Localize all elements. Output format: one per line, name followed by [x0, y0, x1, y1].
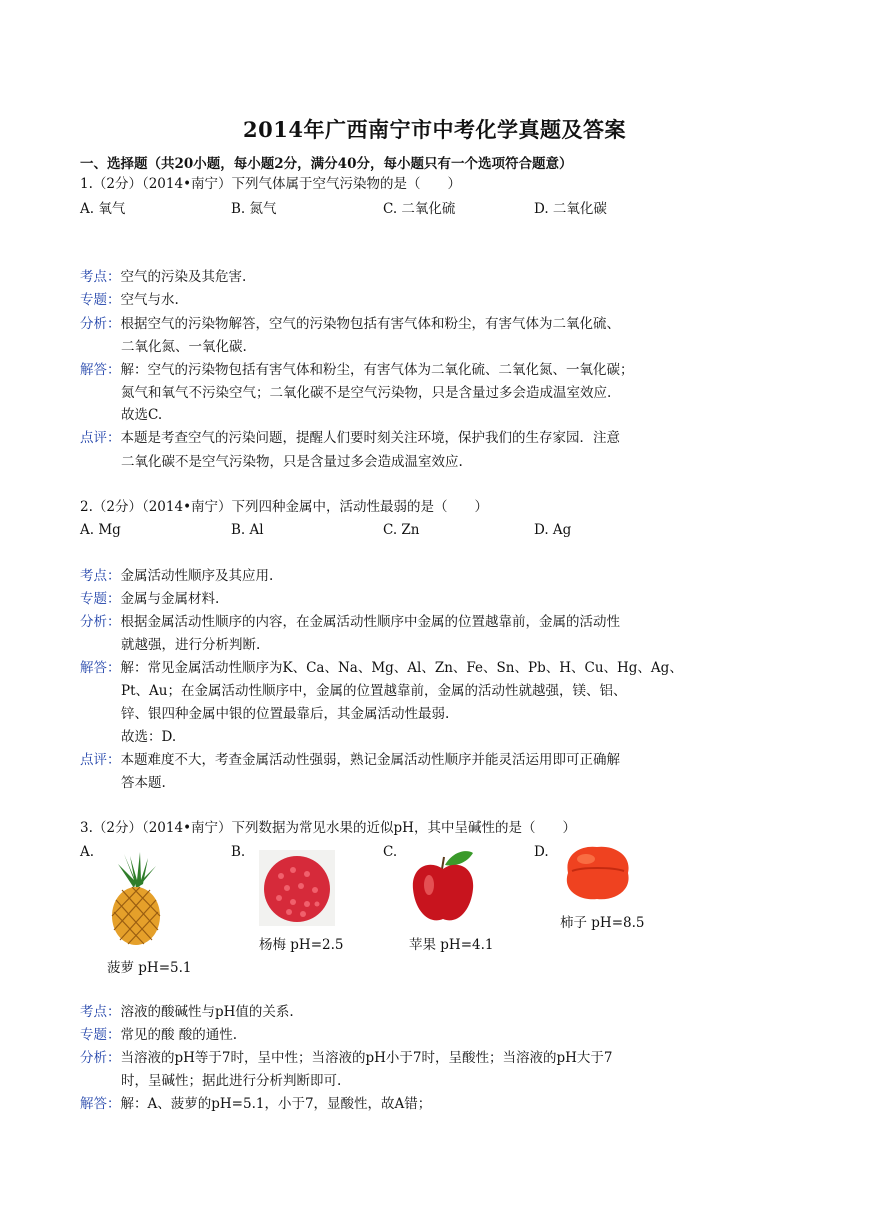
- q3-jieda-text: 解：A、菠萝的pH=5.1，小于7，显酸性，故A错；: [120, 1096, 432, 1112]
- q1-jieda: [80, 360, 634, 380]
- q1-dianping-cont: 二氧化碳不是空气污染物，只是含量过多会造成温室效应.: [121, 454, 463, 470]
- q1-dianping: [80, 428, 620, 448]
- q3-fenxi: [80, 1048, 613, 1068]
- q1-option-b: B. 氮气: [231, 201, 277, 217]
- q1-fenxi-cont: 二氧化氮、一氧化碳.: [121, 339, 247, 355]
- kaodian-label: 考点：: [80, 568, 121, 584]
- q1-kaodian-text: 空气的污染及其危害.: [120, 269, 247, 285]
- q1-option-a: A. 氧气: [80, 201, 126, 217]
- q1-kaodian: [80, 267, 246, 287]
- q1-jieda-text: 解：空气的污染物包括有害气体和粉尘，有害气体为二氧化硫、二氧化氮、一氧化碳；: [120, 362, 634, 378]
- q2-fenxi: [80, 612, 620, 632]
- q2-jieda-text: 解：常见金属活动性顺序为K、Ca、Na、Mg、Al、Zn、Fe、Sn、Pb、H、Cu、Hg、Ag、: [120, 660, 683, 676]
- q1-fenxi-text: 根据空气的污染物解答，空气的污染物包括有害气体和粉尘，有害气体为二氧化硫、: [120, 316, 620, 332]
- q3-zhuanti-text: 常见的酸 酸的通性.: [120, 1027, 238, 1043]
- q2-option-c: C. Zn: [383, 522, 420, 538]
- q2-dianping-cont: 答本题.: [121, 775, 166, 791]
- q1-dianping-text: 本题是考查空气的污染问题，提醒人们要时刻关注环境，保护我们的生存家园．注意: [120, 430, 620, 446]
- kaodian-label: 考点：: [80, 269, 121, 285]
- q3-option-d: D.: [534, 844, 549, 860]
- q2-dianping: [80, 750, 620, 770]
- q1-zhuanti-text: 空气与水.: [120, 292, 179, 308]
- q3-option-b: B.: [231, 844, 246, 860]
- q1-stem: 1.（2分）（2014•南宁）下列气体属于空气污染物的是（ ）: [80, 176, 462, 192]
- section-heading: 一、选择题（共20小题，每小题2分，满分40分，每小题只有一个选项符合题意）: [80, 156, 573, 172]
- fenxi-label: 分析：: [80, 316, 121, 332]
- q3-kaodian-text: 溶液的酸碱性与pH值的关系.: [120, 1004, 294, 1020]
- q3-option-a: A.: [80, 844, 95, 860]
- bayberry-caption: 杨梅 pH=2.5: [259, 937, 344, 953]
- q3-fenxi-text: 当溶液的pH等于7时，呈中性；当溶液的pH小于7时，呈酸性；当溶液的pH大于7: [120, 1050, 613, 1066]
- fenxi-label: 分析：: [80, 1050, 121, 1066]
- q2-option-d: D. Ag: [534, 522, 572, 538]
- q2-jieda-answer: 故选：D.: [121, 729, 177, 745]
- q3-option-c: C.: [383, 844, 398, 860]
- kaodian-label: 考点：: [80, 1004, 121, 1020]
- jieda-label: 解答：: [80, 1096, 121, 1112]
- q1-option-c: C. 二氧化硫: [383, 201, 456, 217]
- q2-stem: 2.（2分）（2014•南宁）下列四种金属中，活动性最弱的是（ ）: [80, 499, 489, 515]
- jieda-label: 解答：: [80, 660, 121, 676]
- q2-kaodian-text: 金属活动性顺序及其应用.: [120, 568, 274, 584]
- q2-kaodian: [80, 566, 273, 586]
- zhuanti-label: 专题：: [80, 591, 121, 607]
- persimmon-image: [560, 843, 634, 903]
- dianping-label: 点评：: [80, 430, 121, 446]
- dianping-label: 点评：: [80, 752, 121, 768]
- q3-fenxi-cont: 时，呈碱性；据此进行分析判断即可.: [121, 1073, 342, 1089]
- bayberry-image: [259, 850, 335, 926]
- q3-kaodian: [80, 1002, 294, 1022]
- q1-jieda-answer: 故选C.: [121, 407, 163, 423]
- q2-jieda: [80, 658, 683, 678]
- q1-fenxi: [80, 314, 620, 334]
- fenxi-label: 分析：: [80, 614, 121, 630]
- zhuanti-label: 专题：: [80, 1027, 121, 1043]
- persimmon-caption: 柿子 pH=8.5: [560, 915, 645, 931]
- q2-fenxi-cont: 就越强，进行分析判断.: [121, 637, 261, 653]
- pineapple-image: [104, 850, 168, 946]
- q2-option-a: A. Mg: [80, 522, 121, 538]
- q2-dianping-text: 本题难度不大，考查金属活动性强弱，熟记金属活动性顺序并能灵活运用即可正确解: [120, 752, 620, 768]
- q1-zhuanti: [80, 290, 179, 310]
- apple-caption: 苹果 pH=4.1: [409, 937, 494, 953]
- q3-zhuanti: [80, 1025, 237, 1045]
- pineapple-caption: 菠萝 pH=5.1: [107, 960, 192, 976]
- q3-jieda: [80, 1094, 431, 1114]
- q2-fenxi-text: 根据金属活动性顺序的内容，在金属活动性顺序中金属的位置越靠前，金属的活动性: [120, 614, 620, 630]
- q2-jieda-cont-2: 锌、银四种金属中银的位置最靠后，其金属活动性最弱.: [121, 706, 450, 722]
- q2-jieda-cont-1: Pt、Au；在金属活动性顺序中，金属的位置越靠前，金属的活动性就越强，镁、铝、: [121, 683, 627, 699]
- jieda-label: 解答：: [80, 362, 121, 378]
- q1-jieda-cont: 氮气和氧气不污染空气；二氧化碳不是空气污染物，只是含量过多会造成温室效应.: [121, 385, 612, 401]
- q2-zhuanti-text: 金属与金属材料.: [120, 591, 220, 607]
- q1-option-d: D. 二氧化碳: [534, 201, 607, 217]
- q2-zhuanti: [80, 589, 219, 609]
- q2-option-b: B. Al: [231, 522, 264, 538]
- q3-stem: 3.（2分）（2014•南宁）下列数据为常见水果的近似pH，其中呈碱性的是（ ）: [80, 820, 576, 836]
- apple-image: [409, 845, 477, 927]
- page-title: 2014年广西南宁市中考化学真题及答案: [243, 117, 626, 142]
- zhuanti-label: 专题：: [80, 292, 121, 308]
